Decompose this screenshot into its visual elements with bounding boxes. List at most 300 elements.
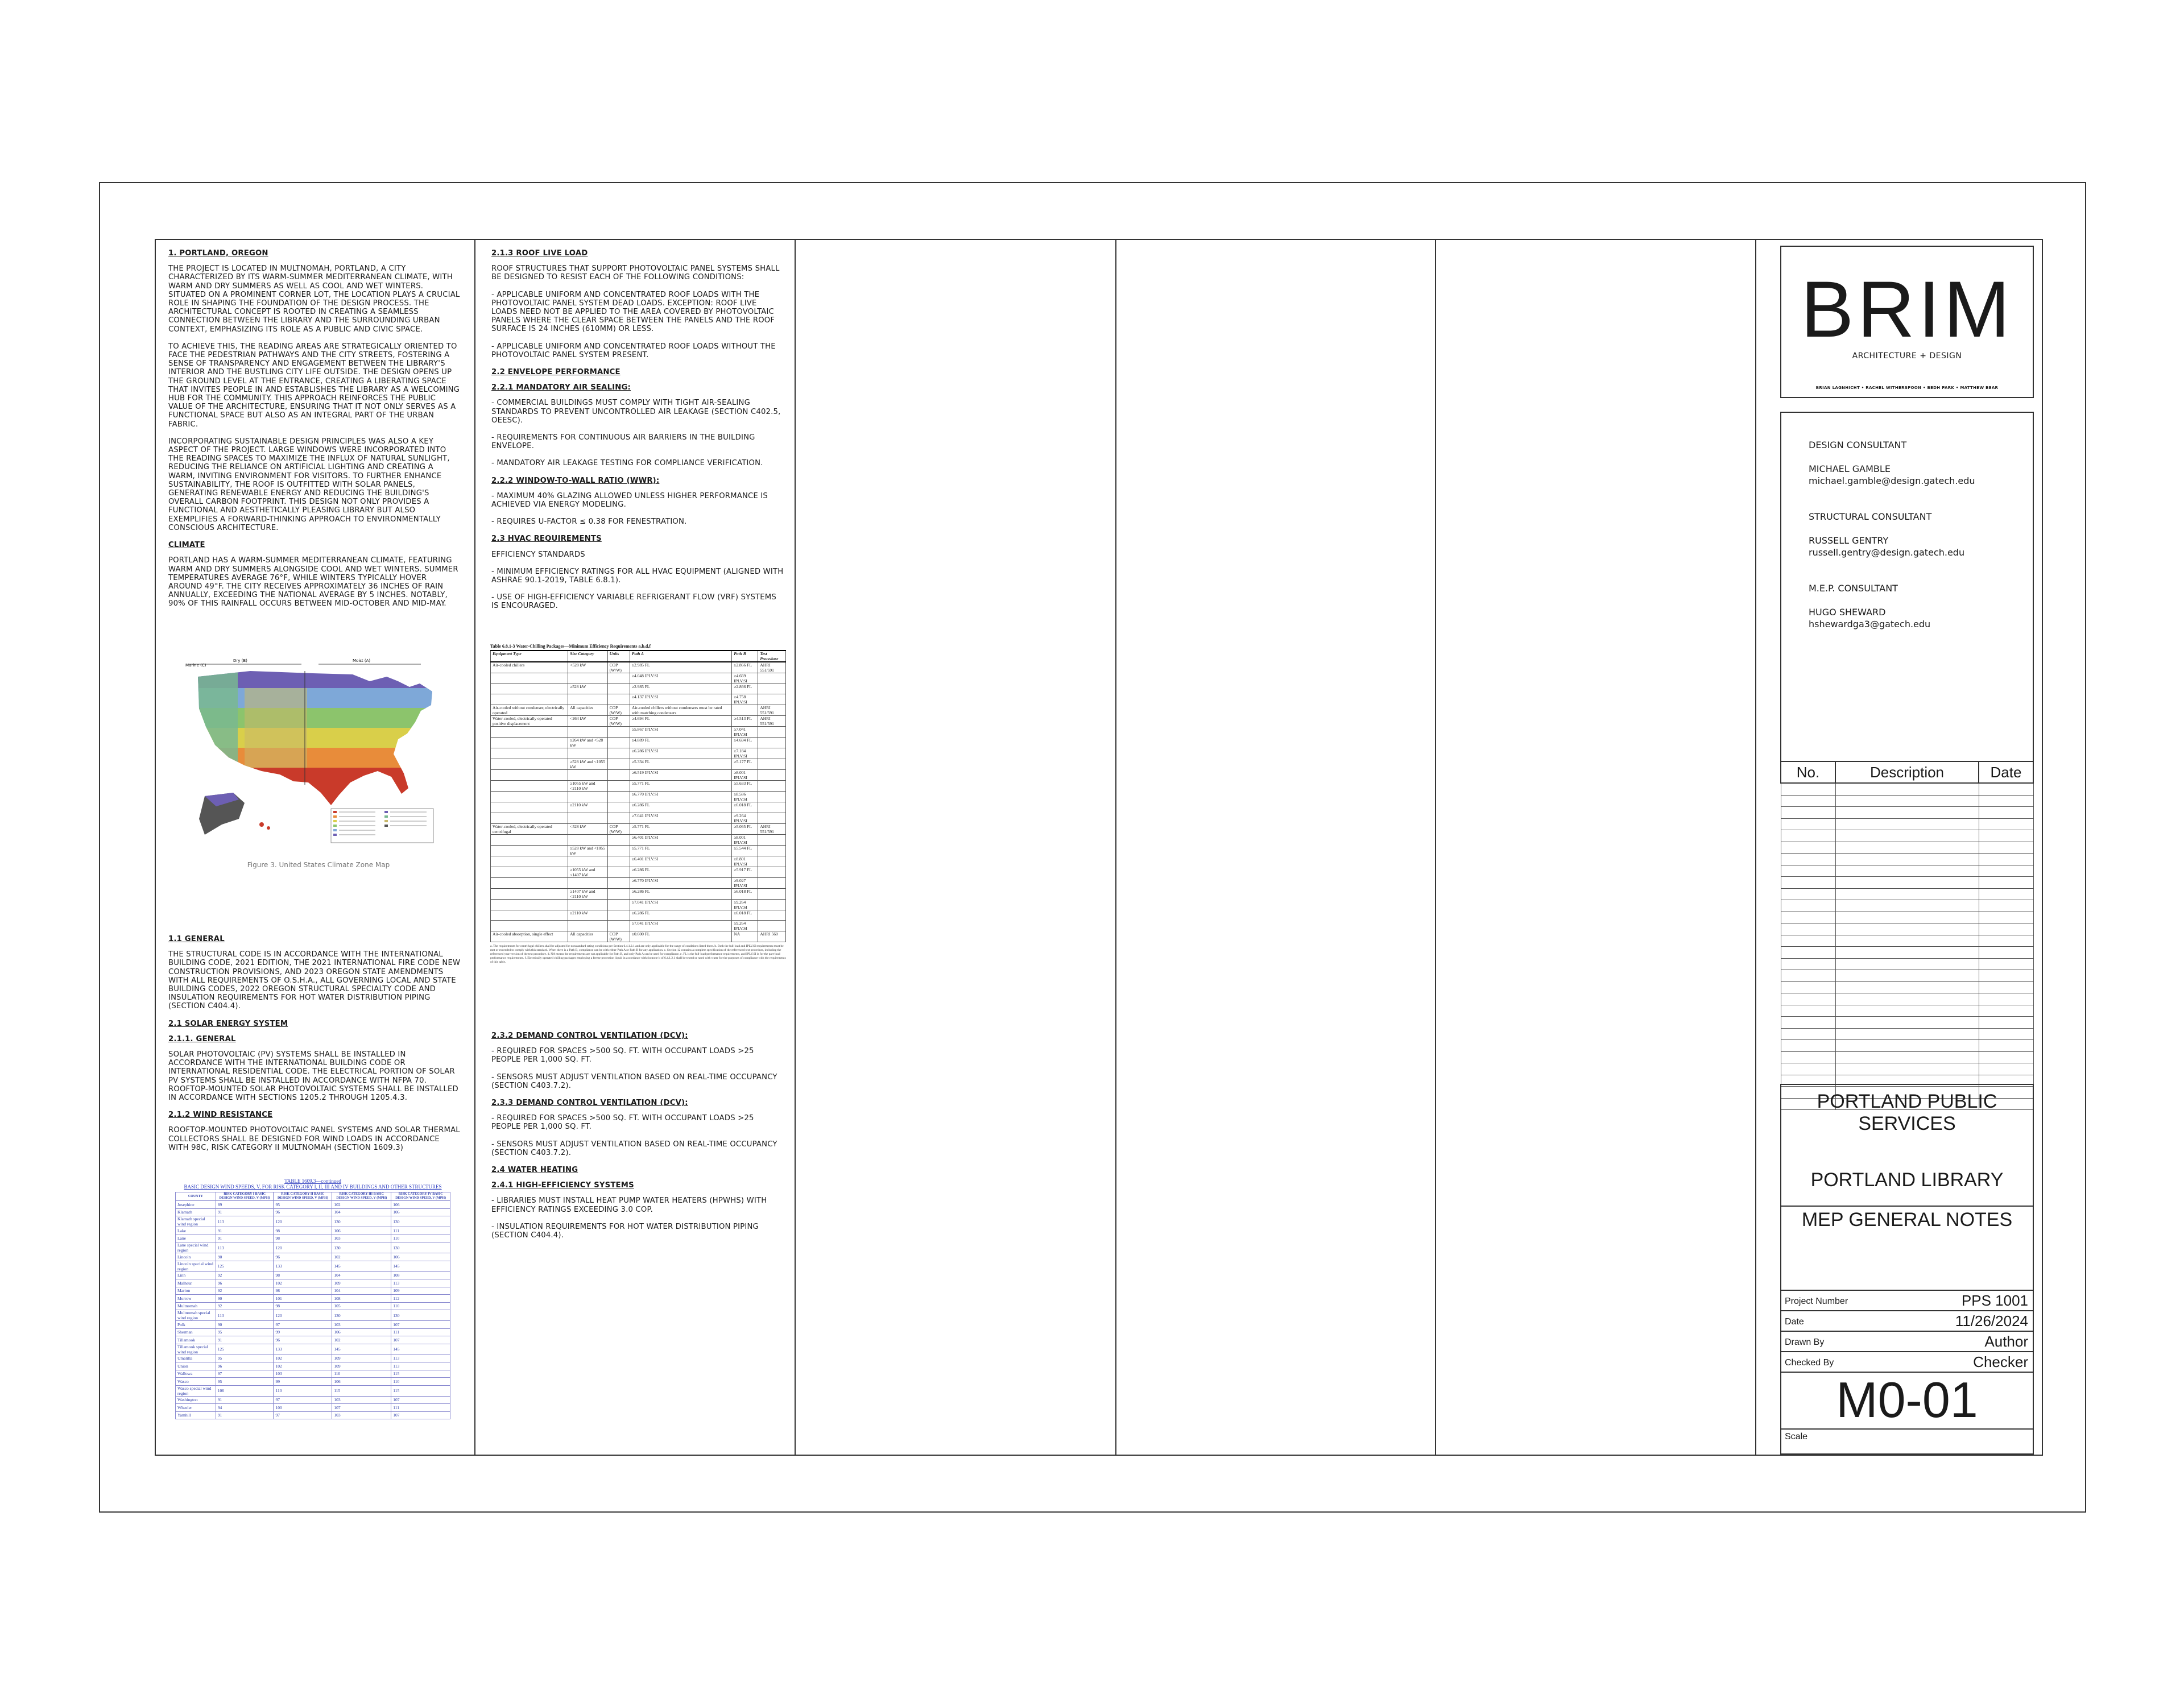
revision-cell <box>1781 783 1835 795</box>
heading: 2.2.2 WINDOW-TO-WALL RATIO (WWR): <box>491 476 660 485</box>
table-cell: 106 <box>216 1385 274 1396</box>
revision-cell <box>1781 807 1835 819</box>
table-cell: 92 <box>216 1271 274 1279</box>
table-cell: COP (W/W) <box>607 716 630 727</box>
revision-row <box>1781 1005 2033 1017</box>
revision-cell <box>1781 1028 1835 1040</box>
table-cell: 101 <box>274 1295 332 1303</box>
table-cell: Lane <box>176 1235 216 1242</box>
table-cell <box>758 921 786 931</box>
notes-column-1-lower <box>168 935 462 1161</box>
revision-cell <box>1835 818 1979 830</box>
table-row <box>491 694 786 705</box>
paragraph: SOLAR PHOTOVOLTAIC (PV) SYSTEMS SHALL BE INSTALLED IN ACCORDANCE WITH THE INTERNATIONAL BUILDING CODE OR INTERNATIONAL RESIDENTIAL CODE. THE ELECTRICAL PORTION OF SOLAR PV SYSTEMS SHALL BE INSTALLED IN ACCORDANCE WITH NFPA 70. ROOFTOP-MOUNTED SOLAR PHOTOVOLTAIC SYSTEMS SHALL BE INSTALLED IN ACCORDANCE WITH SECTIONS 1205.2 THROUGH 1205.4.3. <box>168 1050 461 1103</box>
table-cell <box>758 738 786 748</box>
table-cell <box>568 770 608 781</box>
revision-cell <box>1979 993 2033 1005</box>
paragraph: - LIBRARIES MUST INSTALL HEAT PUMP WATER HEATERS (HPWHS) WITH EFFICIENCY RATINGS EXCEEDING 3.0 COP. <box>491 1196 770 1214</box>
table-cell <box>607 867 630 877</box>
table-cell: 97 <box>274 1396 332 1404</box>
revision-cell <box>1835 842 1979 854</box>
table-cell: ≥7.041 IPLV.SI <box>630 813 731 823</box>
table-row <box>491 931 786 942</box>
revision-cell <box>1835 1040 1979 1052</box>
table-cell <box>491 792 568 802</box>
heading: 2.1.3 ROOF LIVE LOAD <box>491 249 588 258</box>
wind-speed-table <box>175 1178 450 1419</box>
table-cell <box>758 856 786 867</box>
table-cell <box>491 856 568 867</box>
table-cell: 108 <box>332 1295 391 1303</box>
paragraph: - REQUIREMENTS FOR CONTINUOUS AIR BARRIERS IN THE BUILDING ENVELOPE. <box>491 433 758 451</box>
revision-cell <box>1781 1063 1835 1075</box>
table-cell <box>568 856 608 867</box>
column-divider <box>795 239 796 1456</box>
revision-row <box>1781 947 2033 959</box>
table-header-cell: RISK CATEGORY IV BASIC DESIGN WIND SPEED, V (MPH) <box>391 1192 450 1201</box>
table-cell <box>732 705 758 716</box>
table-header-cell: Size Category <box>568 651 608 662</box>
revision-cell <box>1979 888 2033 900</box>
table-cell: ≥8.586 IPLV.SI <box>732 792 758 802</box>
table-cell: 92 <box>216 1287 274 1295</box>
table-cell: ≥2110 kW <box>568 802 608 813</box>
consultant-name: RUSSELL GENTRY <box>1809 535 1889 546</box>
revision-row <box>1781 970 2033 982</box>
table-row <box>491 727 786 738</box>
revision-cell <box>1979 818 2033 830</box>
table-cell <box>758 802 786 813</box>
table-cell: 103 <box>332 1235 391 1242</box>
revision-cell <box>1781 1051 1835 1063</box>
chiller-table-notes: a. The requirements for centrifugal chillers shall be adjusted for nonstandard rating conditions per Section 6.4.1.2.1 and are only applicable for the range of conditions listed there. b. Both the full-load and IPLV.SI requirements must be met or exceeded to comply with this standard. When there is a Path B, compliance can be with either Path A or Path B for any application. c. Section 12 contains a complete specification of the referenced test procedure, including the referenced year version of the test procedure. d. NA means the requirements are not applicable for Path B, and only Path A can be used for compliance. e. FL is the full-load performance requirements, and IPLV.SI is for the part-load performance requirements. f. Electrically operated chilling packages employing a freeze protection liquid in accordance with footnote b of 6.4.1.2.1 shall be tested or rated with water for the purposes of compliance with the requirements of this table. <box>490 945 786 964</box>
table-cell <box>607 770 630 781</box>
paragraph: - INSULATION REQUIREMENTS FOR HOT WATER DISTRIBUTION PIPING (SECTION C404.4). <box>491 1222 762 1240</box>
table-cell: ≥2110 kW <box>568 910 608 920</box>
paragraph: - REQUIRED FOR SPACES >500 SQ. FT. WITH OCCUPANT LOADS >25 PEOPLE PER 1,000 SQ. FT. <box>491 1114 757 1132</box>
table-cell: 99 <box>274 1328 332 1336</box>
revision-cell <box>1835 900 1979 912</box>
table-cell: <528 kW <box>568 662 608 673</box>
rev-header-date: Date <box>1979 762 2033 783</box>
table-cell: AHRI 551/591 <box>758 662 786 673</box>
table-row <box>176 1208 450 1216</box>
table-cell: 95 <box>274 1201 332 1209</box>
heading: 2.2 ENVELOPE PERFORMANCE <box>491 368 621 377</box>
table-cell: 106 <box>332 1378 391 1386</box>
table-cell: ≥528 kW and <1055 kW <box>568 759 608 770</box>
table-cell <box>607 684 630 694</box>
table-cell: 99 <box>274 1378 332 1386</box>
column-divider <box>474 239 475 1456</box>
revision-cell <box>1781 981 1835 993</box>
revision-row <box>1781 1017 2033 1029</box>
heading: 2.1.2 WIND RESISTANCE <box>168 1111 273 1120</box>
table-cell: COP (W/W) <box>607 705 630 716</box>
chiller-efficiency-table <box>490 644 786 964</box>
revision-row <box>1781 807 2033 819</box>
table-cell: ≥2.985 FL <box>630 662 731 673</box>
table-cell: 96 <box>274 1208 332 1216</box>
revision-cell <box>1781 830 1835 842</box>
table-cell: 102 <box>332 1336 391 1344</box>
revision-cell <box>1979 923 2033 935</box>
consultant-name: HUGO SHEWARD <box>1809 607 1886 618</box>
table-cell: ≥528 kW and <1055 kW <box>568 845 608 856</box>
drawn-by-label: Drawn By <box>1785 1337 1825 1347</box>
table-cell: Linn <box>176 1271 216 1279</box>
table-cell <box>758 888 786 899</box>
revision-row <box>1781 981 2033 993</box>
table-cell <box>491 781 568 792</box>
paragraph: - APPLICABLE UNIFORM AND CONCENTRATED ROOF LOADS WITHOUT THE PHOTOVOLTAIC PANEL SYSTEM PRESENT. <box>491 342 779 359</box>
table-cell: ≥5.771 FL <box>630 781 731 792</box>
revision-cell <box>1979 1051 2033 1063</box>
revision-row <box>1781 783 2033 795</box>
table-cell <box>607 727 630 738</box>
table-cell: 89 <box>216 1201 274 1209</box>
table-cell <box>607 888 630 899</box>
table-cell: 96 <box>274 1253 332 1261</box>
heading: 2.4 WATER HEATING <box>491 1166 578 1175</box>
revision-cell <box>1979 912 2033 923</box>
table-cell: 107 <box>391 1336 450 1344</box>
revision-row <box>1781 877 2033 889</box>
paragraph: - MANDATORY AIR LEAKAGE TESTING FOR COMPLIANCE VERIFICATION. <box>491 459 763 468</box>
revision-cell <box>1835 795 1979 807</box>
revision-cell <box>1835 888 1979 900</box>
table-row <box>176 1404 450 1412</box>
table-cell <box>491 834 568 845</box>
table-header-cell: RISK CATEGORY I BASIC DESIGN WIND SPEED, V (MPH) <box>216 1192 274 1201</box>
table-cell <box>758 759 786 770</box>
table-row <box>491 823 786 834</box>
table-cell: 125 <box>216 1344 274 1355</box>
table-row <box>176 1201 450 1209</box>
table-row <box>176 1227 450 1235</box>
table-cell: 96 <box>274 1336 332 1344</box>
table-cell: 106 <box>391 1253 450 1261</box>
table-cell: 145 <box>332 1344 391 1355</box>
paragraph: ROOF STRUCTURES THAT SUPPORT PHOTOVOLTAIC PANEL SYSTEMS SHALL BE DESIGNED TO RESIST EACH OF THE FOLLOWING CONDITIONS: <box>491 264 782 282</box>
table-cell: ≥5.867 IPLV.SI <box>630 727 731 738</box>
table-cell: 113 <box>216 1242 274 1253</box>
revision-cell <box>1781 877 1835 889</box>
revision-row <box>1781 993 2033 1005</box>
table-cell: 102 <box>274 1355 332 1362</box>
table-cell: ≥2.985 FL <box>630 684 731 694</box>
table-cell <box>568 673 608 684</box>
table-cell <box>491 888 568 899</box>
table-cell: 95 <box>216 1355 274 1362</box>
table-row <box>176 1362 450 1370</box>
table-cell: AHRI 560 <box>758 931 786 942</box>
table-row <box>176 1235 450 1242</box>
revision-cell <box>1979 981 2033 993</box>
table-cell: 91 <box>216 1336 274 1344</box>
revision-row <box>1781 912 2033 923</box>
table-cell: COP (W/W) <box>607 823 630 834</box>
heading: 2.1 SOLAR ENERGY SYSTEM <box>168 1019 288 1028</box>
revision-table <box>1780 762 2034 1071</box>
revision-cell <box>1979 900 2033 912</box>
revision-cell <box>1781 818 1835 830</box>
table-cell: 120 <box>274 1216 332 1227</box>
table-header-cell: RISK CATEGORY III BASIC DESIGN WIND SPEED, V (MPH) <box>332 1192 391 1201</box>
revision-cell <box>1781 854 1835 865</box>
table-cell <box>758 867 786 877</box>
table-cell: 109 <box>391 1287 450 1295</box>
table-cell: 95 <box>216 1328 274 1336</box>
project-number-label: Project Number <box>1785 1297 1848 1306</box>
table-cell: 120 <box>274 1310 332 1321</box>
table-cell: 112 <box>391 1295 450 1303</box>
table-cell: Air-cooled chillers without condensers must be rated with matching condensers <box>630 705 731 716</box>
table-cell: ≥6.286 FL <box>630 867 731 877</box>
table-row <box>176 1411 450 1419</box>
table-cell: Air-cooled chillers <box>491 662 568 673</box>
table-cell: Klamath <box>176 1208 216 1216</box>
table-cell: ≥6.018 FL <box>732 888 758 899</box>
revision-cell <box>1979 1040 2033 1052</box>
table-row <box>491 716 786 727</box>
table-cell: Polk <box>176 1321 216 1329</box>
table-cell: <264 kW <box>568 716 608 727</box>
revision-cell <box>1781 935 1835 947</box>
table-cell: ≥9.027 IPLV.SI <box>732 877 758 888</box>
table-cell <box>491 921 568 931</box>
table-cell: 105 <box>332 1302 391 1310</box>
table-cell: 109 <box>332 1279 391 1287</box>
checked-by-row <box>1785 1353 2028 1373</box>
table-cell: ≥6.286 FL <box>630 888 731 899</box>
revision-cell <box>1835 970 1979 982</box>
table-cell <box>607 759 630 770</box>
revision-cell <box>1781 842 1835 854</box>
table-cell: Water-cooled, electrically operated positive displacement <box>491 716 568 727</box>
table-cell <box>491 684 568 694</box>
table-row <box>176 1321 450 1329</box>
table-cell: ≥7.184 IPLV.SI <box>732 748 758 759</box>
table-cell: Umatilla <box>176 1355 216 1362</box>
revision-cell <box>1781 923 1835 935</box>
table-cell: 102 <box>332 1201 391 1209</box>
table-header-cell: Units <box>607 651 630 662</box>
heading: 2.1.1. GENERAL <box>168 1034 236 1043</box>
notes-column-1 <box>168 249 462 617</box>
table-row <box>176 1279 450 1287</box>
table-row <box>491 738 786 748</box>
table-cell: Lane special wind region <box>176 1242 216 1253</box>
consultant-name: MICHAEL GAMBLE <box>1809 463 1891 474</box>
table-cell: 113 <box>391 1355 450 1362</box>
table-cell: ≥5.633 FL <box>732 781 758 792</box>
consultant-role: M.E.P. CONSULTANT <box>1809 583 1898 594</box>
table-cell: ≥6.519 IPLV.SI <box>630 770 731 781</box>
table-cell: 125 <box>216 1261 274 1271</box>
table-cell: 107 <box>391 1411 450 1419</box>
table-cell: 92 <box>216 1302 274 1310</box>
table-cell: ≥5.334 FL <box>630 759 731 770</box>
revision-cell <box>1835 935 1979 947</box>
table-cell: 115 <box>391 1385 450 1396</box>
table-cell: NA <box>732 931 758 942</box>
revision-cell <box>1781 888 1835 900</box>
revision-cell <box>1781 947 1835 959</box>
map-label-marine: Marine (C) <box>185 663 206 668</box>
revision-cell <box>1835 958 1979 970</box>
table-cell: 107 <box>391 1396 450 1404</box>
table-cell: Union <box>176 1362 216 1370</box>
table-cell: Multnomah special wind region <box>176 1310 216 1321</box>
table-cell <box>758 781 786 792</box>
table-cell: 120 <box>274 1242 332 1253</box>
table-row <box>491 856 786 867</box>
table-cell <box>491 738 568 748</box>
table-cell: ≥7.041 IPLV.SI <box>630 899 731 910</box>
revision-cell <box>1835 807 1979 819</box>
table-cell: 91 <box>216 1411 274 1419</box>
revision-cell <box>1781 1017 1835 1029</box>
table-cell: 104 <box>332 1287 391 1295</box>
table-cell: Washington <box>176 1396 216 1404</box>
revision-row <box>1781 1063 2033 1075</box>
table-cell: Sherman <box>176 1328 216 1336</box>
paragraph: INCORPORATING SUSTAINABLE DESIGN PRINCIPLES WAS ALSO A KEY ASPECT OF THE PROJECT. LARGE WINDOWS WERE INCORPORATED INTO THE READING SPACES TO MAXIMIZE THE INFLUX OF NATURAL SUNLIGHT, REDUCING THE RELIANCE ON ARTIFICIAL LIGHTING AND CREATING A WARM, INVITING ENVIRONMENT FOR VISITORS. TO FURTHER ENHANCE SUSTAINABILITY, THE ROOF IS OUTFITTED WITH SOLAR PANELS, GENERATING RENEWABLE ENERGY AND REDUCING THE BUILDING'S OVERALL CARBON FOOTPRINT. THIS DESIGN NOT ONLY PROVIDES A FUNCTIONAL AND AESTHETICALLY PLEASING LIBRARY BUT ALSO EXEMPLIFIES A FORWARD-THINKING APPROACH TO ENVIRONMENTALLY CONSCIOUS ARCHITECTURE. <box>168 437 453 532</box>
table-cell <box>607 694 630 705</box>
table-cell: 110 <box>332 1370 391 1378</box>
table-cell: 130 <box>332 1242 391 1253</box>
table-cell <box>491 899 568 910</box>
table-row <box>176 1242 450 1253</box>
table-cell: ≥264 kW and <528 kW <box>568 738 608 748</box>
table-row <box>176 1385 450 1396</box>
revision-cell <box>1979 854 2033 865</box>
table-cell: 110 <box>391 1235 450 1242</box>
table-cell: 104 <box>332 1271 391 1279</box>
revision-cell <box>1835 854 1979 865</box>
table-row <box>491 834 786 845</box>
table-cell <box>491 910 568 920</box>
revision-cell <box>1835 912 1979 923</box>
column-divider <box>1115 239 1116 1456</box>
table-cell: 113 <box>216 1310 274 1321</box>
notes-column-2 <box>491 249 784 619</box>
table-cell: 90 <box>216 1253 274 1261</box>
table-cell: ≥5.771 FL <box>630 823 731 834</box>
revision-cell <box>1781 912 1835 923</box>
sheet-title: MEP GENERAL NOTES <box>1801 1209 2013 1231</box>
table-cell: All capacities <box>568 705 608 716</box>
table-cell <box>758 792 786 802</box>
table-cell: 130 <box>332 1310 391 1321</box>
revision-cell <box>1979 970 2033 982</box>
paragraph: THE PROJECT IS LOCATED IN MULTNOMAH, PORTLAND, A CITY CHARACTERIZED BY ITS WARM-SUMMER MEDITERRANEAN CLIMATE, WITH WARM AND DRY SUMMERS AS WELL AS COOL AND WET WINTERS. SITUATED ON A PROMINENT CORNER LOT, THE LOCATION PLAYS A CRUCIAL ROLE IN SHAPING THE FOUNDATION OF THE DESIGN PROCESS. THE ARCHITECTURAL CONCEPT IS ROOTED IN CREATING A SEAMLESS CONNECTION BETWEEN THE LIBRARY AND THE SURROUNDING URBAN CONTEXT, EMPHASIZING ITS ROLE AS A PUBLIC AND CIVIC SPACE. <box>168 264 462 334</box>
paragraph: - REQUIRED FOR SPACES >500 SQ. FT. WITH OCCUPANT LOADS >25 PEOPLE PER 1,000 SQ. FT. <box>491 1047 757 1064</box>
table-cell: Wasco <box>176 1378 216 1386</box>
heading: CLIMATE <box>168 541 205 550</box>
revision-cell <box>1979 935 2033 947</box>
revision-cell <box>1979 1063 2033 1075</box>
consultant-role: STRUCTURAL CONSULTANT <box>1809 511 1932 522</box>
client-name: PORTLAND PUBLIC SERVICES <box>1817 1091 1997 1134</box>
table-cell: 98 <box>274 1235 332 1242</box>
table-cell: 113 <box>216 1216 274 1227</box>
table-cell: 130 <box>391 1242 450 1253</box>
table-cell: Klamath special wind region <box>176 1216 216 1227</box>
table-cell: 109 <box>332 1362 391 1370</box>
table-cell: 103 <box>332 1411 391 1419</box>
table-cell: 115 <box>391 1370 450 1378</box>
table-cell: Malheur <box>176 1279 216 1287</box>
table-cell: 113 <box>391 1279 450 1287</box>
table-cell: ≥4.889 FL <box>630 738 731 748</box>
revision-cell <box>1835 877 1979 889</box>
paragraph: - COMMERCIAL BUILDINGS MUST COMPLY WITH TIGHT AIR-SEALING STANDARDS TO PREVENT UNCONTROLLED AIR LEAKAGE (SECTION C402.5, OEESC). <box>491 399 783 425</box>
table-cell <box>568 834 608 845</box>
heading: 1. PORTLAND, OREGON <box>168 249 268 258</box>
project-number-row <box>1785 1292 2028 1311</box>
revision-cell <box>1781 958 1835 970</box>
revision-cell <box>1781 795 1835 807</box>
table-cell: ≥1055 kW and <2110 kW <box>568 781 608 792</box>
table-cell: ≥6.770 IPLV.SI <box>630 877 731 888</box>
paragraph: - REQUIRES U-FACTOR ≤ 0.38 FOR FENESTRATION. <box>491 517 687 527</box>
table-cell: COP (W/W) <box>607 662 630 673</box>
table-cell: 98 <box>274 1287 332 1295</box>
table-header-cell: Path B <box>732 651 758 662</box>
paragraph: TO ACHIEVE THIS, THE READING AREAS ARE STRATEGICALLY ORIENTED TO FACE THE PEDESTRIAN PATHWAYS AND THE CITY STREETS, FOSTERING A SENSE OF TRANSPARENCY AND ENGAGEMENT BETWEEN THE LIBRARY'S INTERIOR AND THE BUSTLING CITY LIFE OUTSIDE. THE DESIGN OPENS UP THE GROUND LEVEL AT THE ENTRANCE, CREATING A LIBERATING SPACE THAT INVITES PEOPLE IN AND ESTABLISHES THE LIBRARY AS A WELCOMING HUB FOR THE COMMUNITY. THIS APPROACH REINFORCES THE PUBLIC VALUE OF THE ARCHITECTURE, ENSURING THAT IT NOT ONLY SERVES AS A FUNCTIONAL SPACE BUT ALSO AS AN INTEGRAL PART OF THE URBAN FABRIC. <box>168 342 462 429</box>
table-row <box>176 1328 450 1336</box>
team-names: BRIAN LAGNHICHT • RACHEL WITHERSPOON • BEDH PARK • MATTHEW BEAR <box>1815 386 1999 390</box>
heading: 2.3.2 DEMAND CONTROL VENTILATION (DCV): <box>491 1032 688 1040</box>
revision-cell <box>1979 830 2033 842</box>
revision-cell <box>1979 807 2033 819</box>
table-cell <box>758 899 786 910</box>
table-cell: 95 <box>216 1378 274 1386</box>
table-cell: AHRI 551/591 <box>758 705 786 716</box>
revision-row <box>1781 900 2033 912</box>
paragraph: PORTLAND HAS A WARM-SUMMER MEDITERRANEAN CLIMATE, FEATURING WARM AND DRY SUMMERS ALONGSIDE COOL AND WET WINTERS. SUMMER TEMPERATURES AVERAGE 76°F, WHILE WINTERS TYPICALLY HOVER AROUND 49°F. THE CITY RECEIVES APPROXIMATELY 36 INCHES OF RAIN ANNUALLY, EXCEEDING THE NATIONAL AVERAGE BY 5 INCHES. NOTABLY, 90% OF THIS RAINFALL OCCURS BETWEEN MID-OCTOBER AND MID-MAY. <box>168 556 461 608</box>
consultant-email: michael.gamble@design.gatech.edu <box>1809 475 1975 486</box>
revision-cell <box>1835 1051 1979 1063</box>
revision-row <box>1781 818 2033 830</box>
revision-row <box>1781 865 2033 877</box>
table-cell <box>607 856 630 867</box>
table-cell: Morrow <box>176 1295 216 1303</box>
paragraph: EFFICIENCY STANDARDS <box>491 550 585 559</box>
table-row <box>491 781 786 792</box>
notes-column-2-lower <box>491 1032 784 1248</box>
table-row <box>176 1355 450 1362</box>
table-row <box>491 910 786 920</box>
table-cell: ≥4.048 IPLV.SI <box>630 673 731 684</box>
revision-cell <box>1835 1063 1979 1075</box>
paragraph: THE STRUCTURAL CODE IS IN ACCORDANCE WITH THE INTERNATIONAL BUILDING CODE, 2021 EDITION, THE 2021 INTERNATIONAL FIRE CODE NEW CONSTRUCTION PROVISIONS, AND 2023 OREGON STATE AMENDMENTS WITH ALL REQUIREMENTS OF O.S.H.A., ALL GOVERNING LOCAL AND STATE BUILDING CODES, 2022 OREGON STRUCTURAL SPECIALTY CODE AND INSULATION REQUIREMENTS FOR HOT WATER DISTRIBUTION PIPING (SECTION C404.4). <box>168 950 463 1011</box>
table-cell <box>758 694 786 705</box>
table-cell: 97 <box>274 1321 332 1329</box>
table-cell: ≥9.264 IPLV.SI <box>732 899 758 910</box>
heading: 2.3 HVAC REQUIREMENTS <box>491 535 602 544</box>
table-cell: Air-cooled absorption, single effect <box>491 931 568 942</box>
revision-cell <box>1835 865 1979 877</box>
table-cell: Lincoln <box>176 1253 216 1261</box>
revision-row <box>1781 842 2033 854</box>
table-row <box>176 1310 450 1321</box>
map-caption: Figure 3. United States Climate Zone Map <box>247 861 390 869</box>
heading: 2.3.3 DEMAND CONTROL VENTILATION (DCV): <box>491 1099 688 1108</box>
table-cell: ≥4.758 IPLV.SI <box>732 694 758 705</box>
